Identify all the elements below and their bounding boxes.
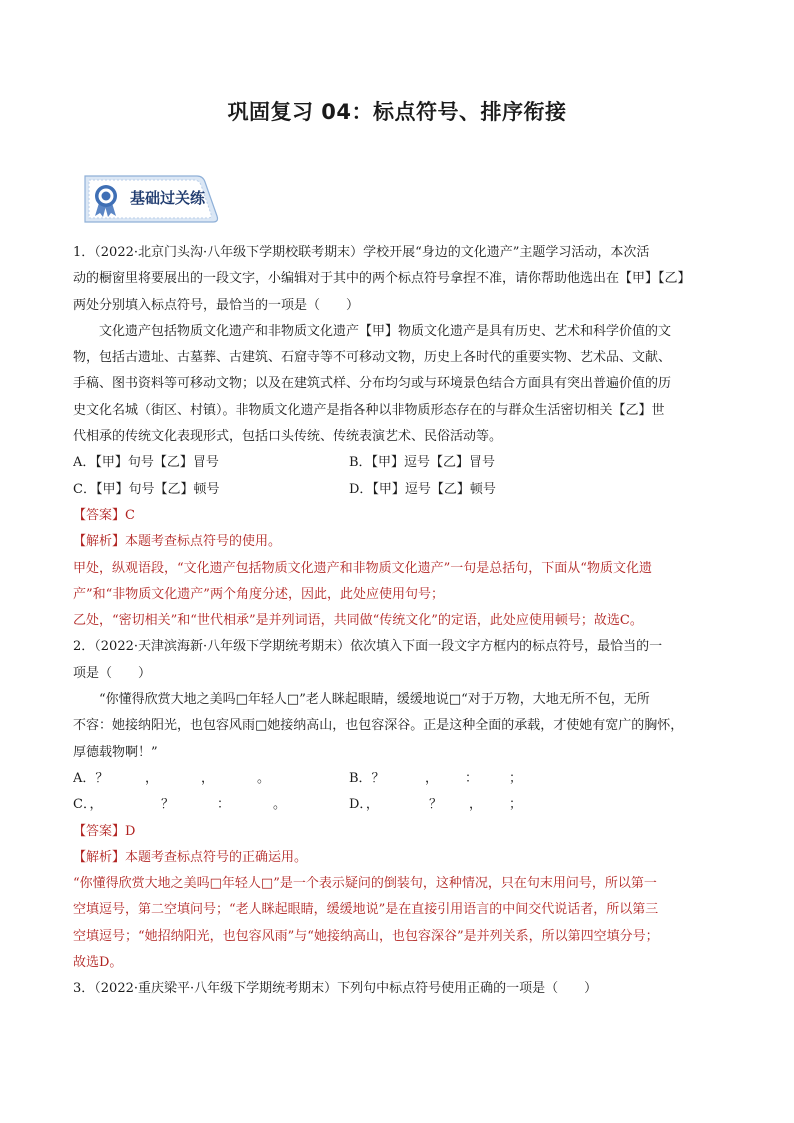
- q2-option-c-mark: ：: [217, 797, 231, 813]
- q1-stem-line: 动的橱窗里将要展出的一段文字，小编辑对于其中的两个标点符号拿捏不准，请你帮助他选出在【甲】【乙】: [73, 271, 691, 287]
- q1-option-d: D．【甲】逗号【乙】顿号: [349, 481, 496, 497]
- q2-option-a: [73, 766, 270, 792]
- q1-analysis-line: 甲处，纵观语段，“文化遗产包括物质文化遗产和非物质文化遗产”一句是总括句，下面从“物质文化遗: [73, 560, 652, 576]
- q2-option-d-mark: D．，: [349, 797, 379, 813]
- q2-option-d-mark: ；: [509, 797, 523, 813]
- q1-option-b: B．【甲】逗号【乙】冒号: [349, 455, 496, 471]
- document-body: [73, 240, 727, 1003]
- q2-passage-line: 厚德载物啊！”: [73, 744, 158, 760]
- q2-option-a-mark: A．？: [73, 770, 109, 786]
- q2-option-a-mark: ，: [201, 770, 215, 786]
- q2-analysis-line: 故选D。: [73, 955, 123, 971]
- q1-option-a: A．【甲】句号【乙】冒号: [73, 455, 219, 471]
- q2-option-a-mark: 。: [257, 770, 271, 786]
- q1-options-row: [73, 450, 727, 476]
- q1-stem-line: 1．（2022·北京门头沟·八年级下学期校联考期末）学校开展“身边的文化遗产”主题学习活动，本次活: [73, 245, 650, 260]
- q2-option-b-mark: B．？: [349, 770, 385, 786]
- q2-answer: 【答案】D: [73, 823, 136, 839]
- q2-options-row: [73, 766, 727, 792]
- q2-option-b-mark: ；: [509, 770, 523, 786]
- section-badge: [79, 170, 224, 228]
- q2-option-d-mark: ？: [429, 797, 443, 813]
- q2-stem-line: 2．（2022·天津滨海新·八年级下学期统考期末）依次填入下面一段文字方框内的标点符号，最恰当的一: [73, 639, 663, 655]
- q3-stem-line: 3．（2022·重庆梁平·八年级下学期统考期末）下列句中标点符号使用正确的一项是（ ）: [73, 981, 598, 997]
- q2-analysis-line: “你懂得欣赏大地之美吗□年轻人□”是一个表示疑问的倒装句，这种情况，只在句末用问号，所以第一: [73, 876, 657, 892]
- q2-option-c-mark: C．，: [73, 797, 103, 813]
- q2-analysis-line: 空填逗号，第二空填问号；“老人眯起眼睛，缓缓地说”是在直接引用语言的中间交代说话者，所以第三: [73, 902, 659, 918]
- q2-option-d-mark: ，: [469, 797, 483, 813]
- q2-stem-line: 项是（ ）: [73, 665, 152, 681]
- q1-analysis-line: 产”和“非物质文化遗产”两个角度分述，因此，此处应使用句号；: [73, 586, 444, 602]
- page-title: 巩固复习 04：标点符号、排序衔接: [227, 100, 567, 124]
- q2-passage-line: 不容：她接纳阳光，也包容风雨□她接纳高山，也包容深谷。正是这种全面的承载，才使她有宽广的胸怀，: [73, 718, 684, 734]
- q2-options-row: [73, 792, 727, 818]
- q1-analysis-line: 乙处，“密切相关”和“世代相承”是并列词语，共同做“传统文化”的定语，此处应使用顿号；故选C。: [73, 613, 643, 629]
- q1-passage-line: 代相承的传统文化表现形式，包括口头传统、传统表演艺术、民俗活动等。: [73, 429, 503, 445]
- q1-passage-line: 手稿、图书资料等可移动文物；以及在建筑式样、分布均匀或与环境景色结合方面具有突出普遍价值的历: [73, 376, 672, 392]
- q1-analysis-head: 【解析】本题考查标点符号的使用。: [73, 534, 282, 550]
- q2-option-b: [349, 766, 522, 792]
- q1-option-c: C．【甲】句号【乙】顿号: [73, 481, 220, 497]
- q2-analysis-line: 空填逗号；“她招纳阳光，也包容风雨”与“她接纳高山，也包容深谷”是并列关系，所以第四空填分号；: [73, 928, 659, 944]
- q2-option-b-mark: ，: [425, 770, 439, 786]
- q2-option-c-mark: ？: [161, 797, 175, 813]
- q2-analysis-head: 【解析】本题考查标点符号的正确运用。: [73, 849, 308, 865]
- q2-option-d: [349, 792, 522, 818]
- q1-passage-line: 史文化名城（街区、村镇）。非物质文化遗产是指各种以非物质形态存在的与群众生活密切相关【乙】世: [73, 402, 665, 418]
- q2-option-c: [73, 792, 286, 818]
- q1-stem-line: 两处分别填入标点符号，最恰当的一项是（ ）: [73, 297, 360, 313]
- q2-option-a-mark: ，: [145, 770, 159, 786]
- q2-passage-line: “你懂得欣赏大地之美吗□年轻人□”老人眯起眼睛，缓缓地说□“对于万物，大地无所不包，无所: [99, 692, 650, 708]
- q1-options-row: [73, 477, 727, 503]
- q1-passage-line: 文化遗产包括物质文化遗产和非物质文化遗产【甲】物质文化遗产是具有历史、艺术和科学价值的文: [99, 323, 672, 339]
- q2-option-c-mark: 。: [273, 797, 287, 813]
- badge-label: 基础过关练: [130, 189, 206, 207]
- q1-passage-line: 物，包括古遗址、古墓葬、古建筑、石窟寺等不可移动文物，历史上各时代的重要实物、艺术品、文献、: [73, 350, 672, 366]
- q2-option-b-mark: ：: [465, 770, 479, 786]
- q1-answer: 【答案】C: [73, 507, 135, 523]
